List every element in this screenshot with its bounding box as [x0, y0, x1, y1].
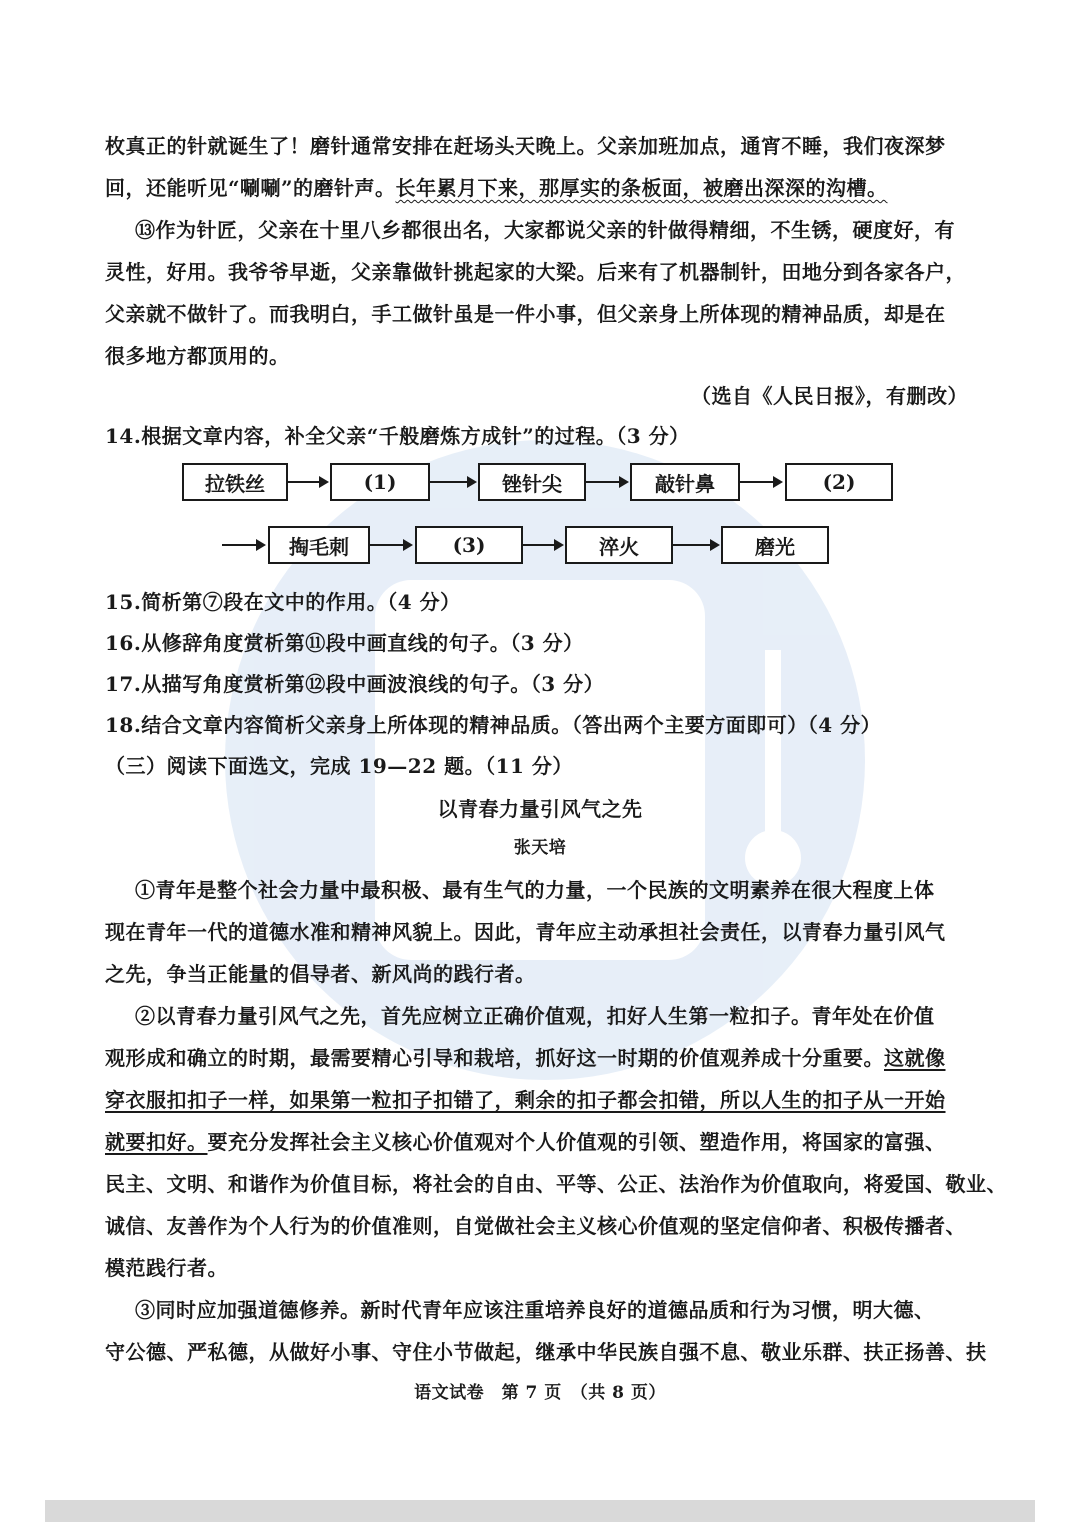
article-p2-line: 模范践行者。 — [105, 1256, 228, 1280]
article-p1-line: 现在青年一代的道德水准和精神风貌上。因此，青年应主动承担社会责任，以青春力量引风气 — [105, 920, 946, 944]
source-note: （选自《人民日报》，有删改） — [691, 384, 968, 408]
paragraph-13-line: 很多地方都顶用的。 — [105, 344, 290, 368]
article-p2-line: ②以青春力量引风气之先，首先应树立正确价值观，扣好人生第一粒扣子。青年处在价值 — [135, 1004, 935, 1028]
article-text: 观形成和确立的时期，最需要精心引导和栽培，抓好这一时期的价值观养成十分重要。 — [105, 1046, 884, 1070]
article-p3-line: ③同时应加强道德修养。新时代青年应该注重培养良好的道德品质和行为习惯，明大德、 — [135, 1298, 935, 1322]
article-p1-line: 之先，争当正能量的倡导者、新风尚的践行者。 — [105, 962, 536, 986]
question-16: 16.从修辞角度赏析第⑪段中画直线的句子。（3 分） — [105, 631, 584, 655]
article-p2-line: 诚信、友善作为个人行为的价值准则，自觉做社会主义核心价值观的坚定信仰者、积极传播者、 — [105, 1214, 966, 1238]
flow-arrow — [585, 481, 627, 483]
question-17: 17.从描写角度赏析第⑫段中画波浪线的句子。（3 分） — [105, 672, 605, 696]
article-p2-line — [105, 1126, 946, 1155]
article-p2-line — [105, 1042, 946, 1071]
question-18: 18.结合文章内容简析父亲身上所体现的精神品质。（答出两个主要方面即可）（4 分） — [105, 713, 882, 737]
question-15: 15.简析第⑦段在文中的作用。（4 分） — [105, 590, 461, 614]
flow-step-pull-wire: 拉铁丝 — [182, 463, 288, 501]
flow-arrow — [222, 544, 264, 546]
straight-underlined-sentence: 穿衣服扣扣子一样，如果第一粒扣子扣错了，剩余的扣子都会扣错，所以人生的扣子从一开始 — [105, 1088, 946, 1112]
section-3-header: （三）阅读下面选文，完成 19—22 题。（11 分） — [105, 754, 573, 778]
straight-underlined-sentence: 这就像 — [884, 1046, 946, 1070]
question-14: 14.根据文章内容，补全父亲“千般磨炼方成针”的过程。（3 分） — [105, 424, 690, 448]
flow-arrow — [287, 481, 327, 483]
article-p1-line: ①青年是整个社会力量中最积极、最有生气的力量，一个民族的文明素养在很大程度上体 — [135, 878, 935, 902]
flow-arrow — [672, 544, 718, 546]
flow-arrow — [522, 544, 562, 546]
passage-line: 枚真正的针就诞生了！磨针通常安排在赶场头天晚上。父亲加班加点，通宵不睡，我们夜深梦 — [105, 134, 946, 158]
flow-step-quench: 淬火 — [565, 526, 673, 564]
article-author: 张天培 — [513, 838, 567, 858]
article-p2-line: 民主、文明、和谐作为价值目标，将社会的自由、平等、公正、法治作为价值取向，将爱国、敬业、 — [105, 1172, 1007, 1196]
article-title: 以青春力量引风气之先 — [437, 797, 643, 821]
paragraph-13-line: 父亲就不做针了。而我明白，手工做针虽是一件小事，但父亲身上所体现的精神品质，却是在 — [105, 302, 946, 326]
paragraph-13-line: ⑬作为针匠，父亲在十里八乡都很出名，大家都说父亲的针做得精细，不生锈，硬度好，有 — [135, 218, 955, 242]
flow-step-file-tip: 锉针尖 — [478, 463, 586, 501]
flow-blank-2: (2) — [785, 463, 893, 501]
bottom-scrollbar[interactable] — [45, 1500, 1035, 1522]
paragraph-13-line: 灵性，好用。我爷爷早逝，父亲靠做针挑起家的大梁。后来有了机器制针，田地分到各家各户， — [105, 260, 966, 284]
flow-arrow — [739, 481, 781, 483]
flow-blank-3: (3) — [415, 526, 523, 564]
flow-blank-1: (1) — [330, 463, 430, 501]
passage-line — [105, 172, 888, 201]
wavy-underlined-sentence: 长年累月下来，那厚实的条板面，被磨出深深的沟槽。 — [395, 176, 888, 200]
flow-arrow — [429, 481, 475, 483]
flow-step-eye: 敲针鼻 — [630, 463, 740, 501]
flow-step-polish: 磨光 — [721, 526, 829, 564]
page-footer: 语文试卷 第 7 页 （共 8 页） — [414, 1383, 666, 1403]
flow-arrow — [369, 544, 411, 546]
passage-text: 回，还能听见“唰唰”的磨针声。 — [105, 176, 396, 200]
flow-step-deburr: 掏毛刺 — [268, 526, 370, 564]
straight-underlined-sentence: 就要扣好。 — [105, 1130, 208, 1154]
article-p3-line: 守公德、严私德，从做好小事、守住小节做起，继承中华民族自强不息、敬业乐群、扶正扬善、扶 — [105, 1340, 987, 1364]
article-text: 要充分发挥社会主义核心价值观对个人价值观的引领、塑造作用，将国家的富强、 — [207, 1130, 946, 1154]
